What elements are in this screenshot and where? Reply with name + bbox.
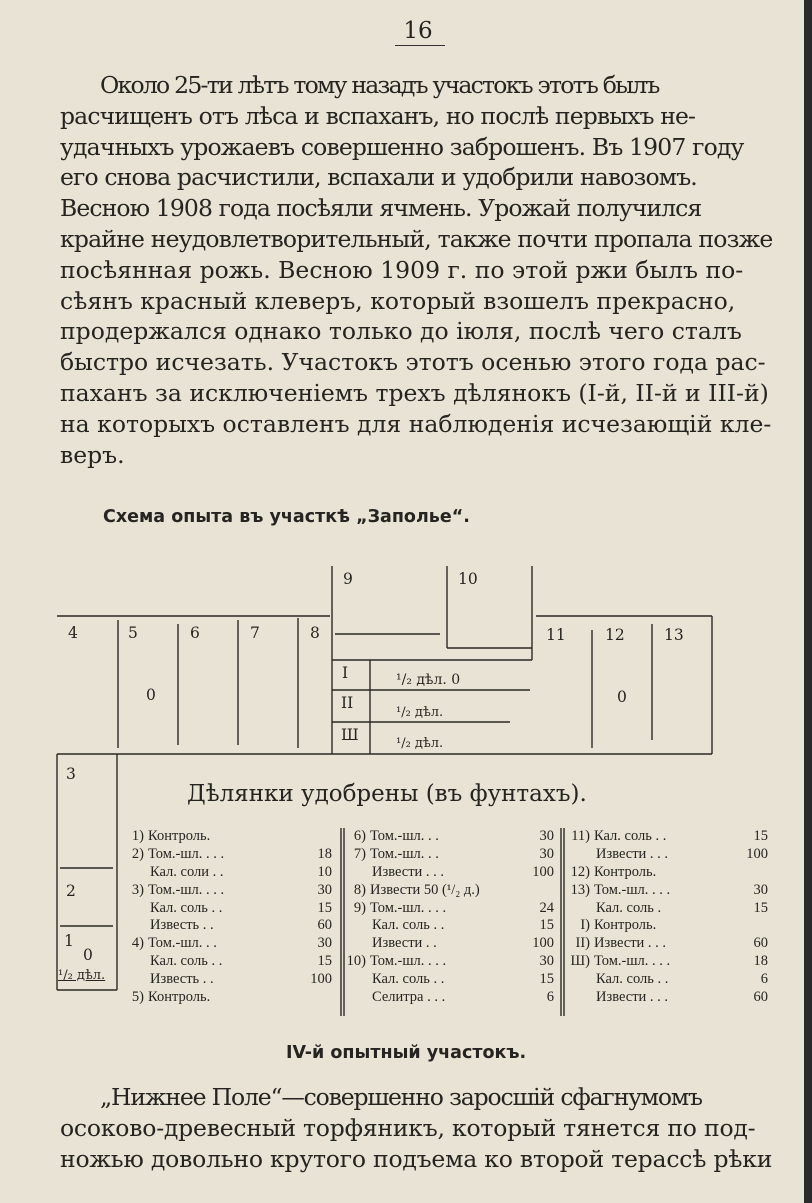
row-name: Извести . . . bbox=[594, 935, 667, 952]
row-name: Известь . . bbox=[150, 917, 214, 934]
text-line: Весною 1908 года посѣяли ячмень. Урожай получился bbox=[60, 194, 702, 223]
row-number: 9) bbox=[353, 899, 366, 916]
plot-label-8: 8 bbox=[310, 624, 320, 642]
plot-label-5: 5 bbox=[128, 624, 138, 642]
row-number: 10) bbox=[346, 953, 366, 970]
row-name: Том.-шл. . . . bbox=[370, 899, 447, 916]
row-number: 6) bbox=[353, 828, 366, 844]
fertilizer-row bbox=[568, 953, 768, 971]
text-line: на которыхъ оставленъ для наблюденія исчезающій кле- bbox=[60, 409, 772, 438]
row-value: 18 bbox=[753, 953, 768, 970]
text-line: посѣянная рожь. Весною 1909 г. по этой ржи былъ по- bbox=[60, 255, 744, 284]
text-line: Около 25-ти лѣтъ тому назадъ участокъ этотъ былъ bbox=[100, 71, 659, 99]
plot-label-13: 13 bbox=[664, 626, 684, 644]
text-line: сѣянъ красный клеверъ, который взошелъ прекрасно, bbox=[60, 286, 736, 315]
strip-label-3: Ш bbox=[341, 726, 359, 744]
row-value: 100 bbox=[532, 935, 554, 952]
row-value: 30 bbox=[317, 935, 332, 952]
plot-label-4: 4 bbox=[68, 624, 78, 642]
fertilizer-row bbox=[122, 846, 332, 864]
row-value: 30 bbox=[317, 881, 332, 898]
page-number: 16 bbox=[403, 18, 433, 44]
row-number: 2) bbox=[131, 845, 144, 862]
plot-label-7: 7 bbox=[250, 624, 260, 642]
row-value: 30 bbox=[753, 881, 768, 898]
fertilizer-row bbox=[344, 971, 554, 989]
row-value: 100 bbox=[310, 971, 332, 988]
row-name: Кал. соль . bbox=[596, 899, 662, 916]
row-value: 60 bbox=[317, 917, 332, 934]
row-name: Контроль. bbox=[594, 917, 657, 934]
row-name: Том.-шл. . . bbox=[148, 935, 217, 952]
fertilizer-row bbox=[344, 828, 554, 846]
row-number: I) bbox=[580, 917, 590, 934]
text-line: „Нижнее Поле“—совершенно заросшій сфагнумомъ bbox=[100, 1083, 702, 1111]
fertilizer-row bbox=[568, 882, 768, 900]
fertilizer-column-2 bbox=[344, 828, 554, 1007]
row-number: 7) bbox=[353, 845, 366, 862]
text-line: крайне неудовлетворительный, также почти пропала позже bbox=[60, 224, 773, 253]
fertilizer-column-1 bbox=[122, 828, 332, 1007]
text-line: ножью довольно крутого подъема ко второй терассѣ рѣки bbox=[60, 1145, 773, 1173]
paragraph-2 bbox=[60, 1082, 772, 1175]
row-name: Извести . . . bbox=[596, 989, 669, 1006]
plot-label-3: 3 bbox=[66, 765, 76, 783]
row-name: Контроль. bbox=[148, 989, 211, 1006]
row-name: Том.-шл. . . . bbox=[594, 953, 671, 970]
fertilizer-row bbox=[568, 864, 768, 882]
plot-12-zero: 0 bbox=[617, 688, 627, 706]
fertilizer-row bbox=[122, 828, 332, 846]
row-name: Кал. соль . . bbox=[594, 828, 667, 844]
text-line: веръ. bbox=[60, 440, 125, 469]
fertilizer-row bbox=[568, 989, 768, 1007]
fertilizer-row bbox=[122, 935, 332, 953]
strip-1-text: ¹/₂ дѣл. 0 bbox=[396, 672, 461, 688]
strip-label-1: I bbox=[342, 664, 349, 682]
row-number: 8) bbox=[353, 881, 366, 898]
row-name: Том.-шл. . . . bbox=[370, 953, 447, 970]
row-name: Том.-шл. . . . bbox=[148, 845, 225, 862]
row-value: 100 bbox=[746, 845, 768, 862]
plot-label-1: 1 bbox=[64, 932, 74, 950]
scheme-heading: Схема опыта въ участкѣ „Заполье“. bbox=[103, 507, 470, 527]
row-number: II) bbox=[575, 935, 590, 952]
fertilizer-row bbox=[568, 971, 768, 989]
text-line: удачныхъ урожаевъ совершенно заброшенъ. Въ 1907 году bbox=[60, 132, 744, 161]
text-line: паханъ за исключеніемъ трехъ дѣлянокъ (I-й, II-й и III-й) bbox=[60, 378, 769, 407]
fertilizer-row bbox=[344, 953, 554, 971]
row-number: 3) bbox=[131, 881, 144, 898]
row-name: Кал. соль . . bbox=[150, 899, 223, 916]
section-heading: IV-й опытный участокъ. bbox=[286, 1043, 527, 1063]
row-value: 24 bbox=[539, 899, 554, 916]
row-value: 100 bbox=[532, 863, 554, 880]
row-value: 15 bbox=[753, 828, 768, 844]
fertilizer-row bbox=[122, 971, 332, 989]
row-number: Ш) bbox=[570, 953, 590, 970]
plot-label-11: 11 bbox=[546, 626, 566, 644]
row-name: Кал. соли . . bbox=[150, 863, 224, 880]
row-name: Кал. соль . . bbox=[596, 971, 669, 988]
fertilizer-row bbox=[122, 864, 332, 882]
strip-label-2: II bbox=[341, 694, 354, 712]
fertilizer-row bbox=[344, 917, 554, 935]
row-name: Кал. соль . . bbox=[372, 971, 445, 988]
fertilizer-row bbox=[344, 882, 554, 900]
fertilizer-row bbox=[122, 900, 332, 918]
fertilizer-row bbox=[344, 846, 554, 864]
row-value: 30 bbox=[539, 953, 554, 970]
row-number: 4) bbox=[131, 935, 144, 952]
row-name: Извести . . . bbox=[596, 845, 669, 862]
plot-1-half: ¹/₂ дѣл. bbox=[58, 968, 106, 983]
row-name: Известь . . bbox=[150, 971, 214, 988]
row-value: 15 bbox=[317, 899, 332, 916]
fertilizer-row bbox=[568, 828, 768, 846]
row-name: Кал. соль . . bbox=[372, 917, 445, 934]
row-value: 15 bbox=[539, 971, 554, 988]
row-value: 6 bbox=[546, 989, 554, 1006]
text-line: быстро исчезать. Участокъ этотъ осенью этого года рас- bbox=[60, 348, 766, 377]
row-name: Том.-шл. . . bbox=[370, 845, 439, 862]
row-number: 13) bbox=[570, 881, 590, 898]
fertilizer-row bbox=[122, 953, 332, 971]
row-value: 18 bbox=[317, 845, 332, 862]
text-line: расчищенъ отъ лѣса и вспаханъ, но послѣ первыхъ не- bbox=[60, 101, 696, 130]
row-name: Контроль. bbox=[594, 863, 657, 880]
row-name: Том.-шл. . . . bbox=[148, 881, 225, 898]
row-name: Извести 50 (¹/₂ д.) bbox=[370, 881, 480, 898]
row-name: Том.-шл. . . . bbox=[594, 881, 671, 898]
fertilizer-row bbox=[122, 989, 332, 1007]
text-line: продержался однако только до іюля, послѣ чего сталъ bbox=[60, 317, 742, 346]
fertilizer-row bbox=[344, 935, 554, 953]
row-name: Кал. соль . . bbox=[150, 953, 223, 970]
fertilizer-column-3 bbox=[568, 828, 768, 1007]
row-value: 10 bbox=[317, 863, 332, 880]
row-name: Том.-шл. . . bbox=[370, 828, 439, 844]
plot-label-12: 12 bbox=[605, 626, 625, 644]
row-value: 15 bbox=[317, 953, 332, 970]
row-number: 12) bbox=[570, 863, 590, 880]
fertilizer-row bbox=[568, 935, 768, 953]
row-name: Селитра . . . bbox=[372, 989, 446, 1006]
text-line: его снова расчистили, вспахали и удобрили навозомъ. bbox=[60, 163, 697, 192]
strip-2-text: ¹/₂ дѣл. bbox=[396, 705, 444, 720]
plot-5-zero: 0 bbox=[146, 686, 156, 704]
row-value: 60 bbox=[753, 989, 768, 1006]
row-name: Извести . . bbox=[372, 935, 437, 952]
row-value: 15 bbox=[539, 917, 554, 934]
row-value: 30 bbox=[539, 828, 554, 844]
fertilizer-row bbox=[122, 917, 332, 935]
row-number: 5) bbox=[131, 989, 144, 1006]
plot-label-6: 6 bbox=[190, 624, 200, 642]
strip-3-text: ¹/₂ дѣл. bbox=[396, 736, 444, 751]
fertilizer-title: Дѣлянки удобрены (въ фунтахъ). bbox=[187, 781, 587, 807]
row-value: 30 bbox=[539, 845, 554, 862]
fertilizer-row bbox=[344, 900, 554, 918]
fertilizer-row bbox=[568, 917, 768, 935]
row-number: 11) bbox=[571, 828, 590, 844]
fertilizer-row bbox=[568, 900, 768, 918]
row-value: 15 bbox=[753, 899, 768, 916]
fertilizer-row bbox=[344, 989, 554, 1007]
plot-label-10: 10 bbox=[458, 570, 478, 588]
fertilizer-row bbox=[568, 846, 768, 864]
text-line: осоково-древесный торфяникъ, который тянется по под- bbox=[60, 1114, 756, 1142]
plot-label-9: 9 bbox=[343, 570, 353, 588]
fertilizer-row bbox=[344, 864, 554, 882]
row-value: 6 bbox=[760, 971, 768, 988]
fertilizer-row bbox=[122, 882, 332, 900]
row-value: 60 bbox=[753, 935, 768, 952]
row-number: 1) bbox=[131, 828, 144, 844]
row-name: Контроль. bbox=[148, 828, 211, 844]
plot-1-zero: 0 bbox=[83, 946, 93, 964]
plot-label-2: 2 bbox=[66, 882, 76, 900]
row-name: Извести . . . bbox=[372, 863, 445, 880]
